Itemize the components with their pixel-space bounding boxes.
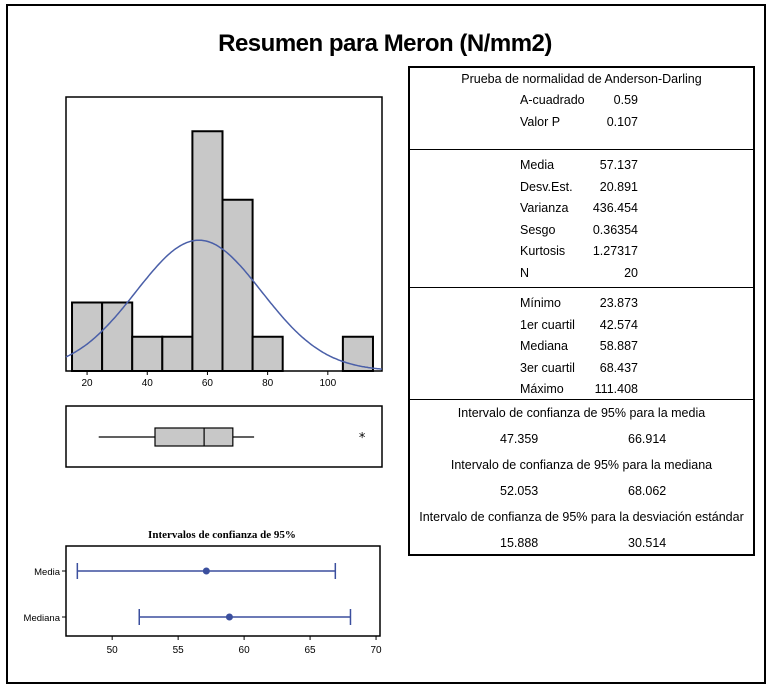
ci-mean-title: Intervalo de confianza de 95% para la media xyxy=(457,406,706,420)
stat-row xyxy=(410,379,753,401)
ci-x-tick-label: 55 xyxy=(172,645,184,656)
stat-value: 0.36354 xyxy=(592,222,638,237)
ci-plot-title: Intervalos de confianza de 95% xyxy=(148,529,296,541)
stat-value: 1.27317 xyxy=(592,244,638,258)
stat-row xyxy=(410,241,753,263)
boxplot-outlier-marker: * xyxy=(358,431,366,446)
stat-row xyxy=(410,112,753,134)
stat-label: 1er cuartil xyxy=(520,317,575,332)
boxplot-box xyxy=(155,428,233,446)
histogram-x-tick-label: 60 xyxy=(201,378,214,389)
stat-value: 0.107 xyxy=(606,114,638,129)
ci-y-label: Mediana xyxy=(23,613,60,624)
stat-value: 111.408 xyxy=(594,382,638,396)
stat-label: Kurtosis xyxy=(520,244,566,258)
ci-median-values xyxy=(410,478,753,504)
moments-section xyxy=(410,150,753,288)
quartiles-section xyxy=(410,288,753,400)
histogram-x-tick-label: 40 xyxy=(141,378,153,389)
ci-x-tick-label: 65 xyxy=(304,645,316,656)
stat-row xyxy=(410,358,753,380)
stat-value: 68.437 xyxy=(599,360,638,375)
histogram-bar xyxy=(222,200,252,371)
histogram-bar xyxy=(192,131,222,371)
stat-label: Máximo xyxy=(520,382,564,396)
stat-value: 436.454 xyxy=(592,201,638,215)
stat-row xyxy=(410,293,753,315)
stat-row xyxy=(410,336,753,358)
ci-high: 68.062 xyxy=(628,484,667,498)
histogram-bar xyxy=(162,337,192,371)
stat-label: Media xyxy=(520,158,555,172)
ci-high: 30.514 xyxy=(628,536,667,550)
ci-low: 52.053 xyxy=(500,484,539,498)
histogram-x-tick-label: 80 xyxy=(262,378,274,389)
ci-median-title: Intervalo de confianza de 95% para la mediana xyxy=(450,458,713,472)
stat-row xyxy=(410,177,753,199)
ci-center-point xyxy=(226,614,233,621)
ci-plot-frame xyxy=(66,546,380,636)
ci-high: 66.914 xyxy=(628,432,667,446)
stat-row xyxy=(410,220,753,242)
stat-label: Sesgo xyxy=(520,222,556,237)
ci-sd-title: Intervalo de confianza de 95% para la desviación estándar xyxy=(419,510,744,524)
histogram-x-tick-label: 100 xyxy=(319,378,337,389)
stat-value: 42.574 xyxy=(599,317,638,332)
ci-low: 47.359 xyxy=(500,432,539,446)
histogram-bar xyxy=(102,303,132,372)
stat-label: Varianza xyxy=(520,201,569,215)
stats-panel xyxy=(408,66,755,556)
stat-row xyxy=(410,155,753,177)
stat-label: Valor P xyxy=(520,114,561,129)
normality-section xyxy=(410,68,753,150)
stat-value: 23.873 xyxy=(599,296,638,310)
stat-label: 3er cuartil xyxy=(520,360,575,375)
stat-label: N xyxy=(520,265,530,280)
stat-value: 57.137 xyxy=(599,158,638,172)
histogram-bar xyxy=(253,337,283,371)
confidence-intervals-section xyxy=(410,400,753,554)
ci-low: 15.888 xyxy=(500,536,539,550)
ci-x-tick-label: 60 xyxy=(238,645,250,656)
stat-value: 20.891 xyxy=(599,179,638,194)
normality-title: Prueba de normalidad de Anderson-Darling xyxy=(461,72,702,86)
ci-y-label: Media xyxy=(34,567,60,578)
ci-center-point xyxy=(203,568,210,575)
stat-row xyxy=(410,315,753,337)
ci-mean-values xyxy=(410,426,753,452)
histogram-x-tick-label: 20 xyxy=(81,378,93,389)
ci-x-tick-label: 50 xyxy=(106,645,118,656)
stat-label: Mediana xyxy=(520,339,568,353)
histogram-bar xyxy=(132,337,162,371)
ci-x-tick-label: 70 xyxy=(370,645,382,656)
stat-row xyxy=(410,198,753,220)
page-title: Resumen para Meron (N/mm2) xyxy=(218,30,552,57)
ci-sd-values xyxy=(410,530,753,556)
stat-row xyxy=(410,263,753,285)
stat-label: Mínimo xyxy=(520,296,561,310)
histogram-bar xyxy=(72,303,102,372)
stat-label: Desv.Est. xyxy=(520,179,573,194)
stat-row xyxy=(410,90,753,112)
stat-value: 58.887 xyxy=(599,339,638,353)
stat-value: 0.59 xyxy=(613,93,638,107)
stat-value: 20 xyxy=(624,265,638,280)
stat-label: A-cuadrado xyxy=(520,93,585,107)
